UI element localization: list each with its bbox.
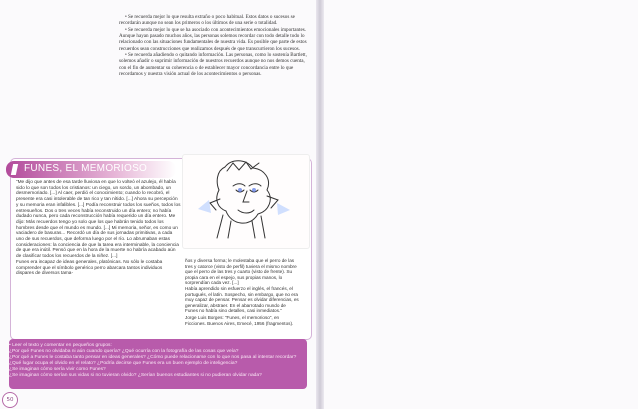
funes-illustration (182, 154, 310, 249)
title-marker-icon (11, 164, 18, 175)
funes-story-continued (185, 258, 300, 326)
question-5: ¿Se imaginan cómo sería vivir como Funes? (9, 367, 106, 372)
left-page-number: 50 (2, 392, 18, 408)
question-4: ¿Qué lugar ocupa el olvido en el relato? ¿Podría decirse que Funes era un buen ejemplo de inteligencia? (9, 361, 238, 366)
discussion-questions (9, 343, 299, 379)
funes-face-drawing-icon (183, 155, 309, 248)
memory-point-1: • Se recuerda mejor lo que resulta extraño o poco habitual. Estos datos o sucesos se recordarán aunque no sean los primeros o los últimos de una serie o totalidad. (119, 14, 295, 27)
funes-source: Jorge Luis Borges: “Funes, el memorioso”, en Ficciones. Buenos Aires, Emecé, 1956 (fragmentos). (185, 314, 294, 326)
funes-quote-end: Funes era incapaz de ideas generales, platónicas. No sólo le costaba comprender que el símbolo genérico perro abarcara tantos individuos dispares de diversos tama- (16, 259, 163, 277)
funes-title-bar (6, 161, 176, 178)
question-1: • Leer el texto y comentar en pequeños grupos: (9, 343, 112, 348)
funes-quote: “Me dijo que antes de esa tarde lluviosa en que lo volteó el azulejo, él había sido lo que son todos los cristianos: un ciego, un sordo, un abombado, un desmemoriado. [...] Al caer, perdió el conocimiento; cuando lo recobró, el presente era casi intolerable de tan rico y tan nítido. [...] Ahora su percepción y su memoria eran infalibles. [...] Podía reconstruir todos los sueños, todos los entresueños. Dos o tres veces había reconstruido un día entero; no había dudado nunca, pero cada reconstrucción había requerido un día entero. Me dijo: Más recuerdos tengo yo solo que los que habrán tenido todos los hombres desde que el mundo es mundo. [...] Mi memoria, señor, es como un vaciadero de basuras... Recordó un día de sus jornadas primitivas, a cada uno de sus recuerdos, que deforma luego por el río. Lo abrumaban estas consideraciones: la conciencia de que la tarea era interminable, la conciencia de que era inútil. Pensó que en la hora de la muerte no habría acabado aún de clasificar todos los recuerdos de la niñez. [...] (16, 180, 181, 260)
question-6: ¿Se imaginan cómo serían sus vidas si no tuvieran olvido? ¿Serían buenos estudiantes si no pudieran olvidar nada? (9, 373, 262, 378)
left-top-text (119, 14, 307, 78)
question-2: ¿Por qué Funes no olvidaba ni aún cuando quería? ¿Qué ocurría con la fotografía de las cosas que veía? (9, 349, 239, 354)
funes-continued-paragraph-2: Había aprendido sin esfuerzo el inglés, el francés, el portugués, el latín. Sospecho, sin embargo, que no era muy capaz de pensar. Pensar es olvidar diferencias, es generalizar, abstraer. En el abarrotado mundo de Funes no había sino detalles, casi inmediatos.” (185, 285, 299, 314)
memory-point-3: • Se recuerda añadiendo o quitando información. Las personas, como lo sostenía Bartlett, solemos añadir o suprimir información de nuestros recuerdos aunque no nos demos cuenta, con el fin de aumentar su coherencia o de establecer mayor concordancia entre lo que recordamos y nuestra visión actual de los acontecimientos o personas. (119, 52, 307, 77)
memory-point-2: • Se recuerda mejor lo que se ha asociado con acontecimientos emocionales importantes. Aunque hayan pasado muchos años, las personas solemos recordar con todo detalle todo lo relacionado con las situaciones fundamentales de nuestra vida. Es posible que parte de estos recuerdos sean construcciones que realizamos después de que transcurrieron los sucesos. (119, 26, 307, 52)
question-3: ¿Por qué a Funes le costaba tanto pensar en ideas generales? ¿Cómo puede relacionarse con lo que nos pasa al intentar recordar? (9, 355, 297, 360)
funes-continued-paragraph-1: ños y diversa forma; le molestaba que el perro de las tres y catorce (visto de perfil) tuviera el mismo nombre que el perro de las tres y cuarto (visto de frente). Su propia cara en el espejo, sus propias manos, lo sorprendían cada vez. [...] (185, 258, 297, 286)
funes-story-text (16, 180, 181, 277)
funes-title: FUNES, EL MEMORIOSO (24, 163, 148, 174)
right-page (322, 0, 638, 409)
left-page (0, 0, 318, 409)
